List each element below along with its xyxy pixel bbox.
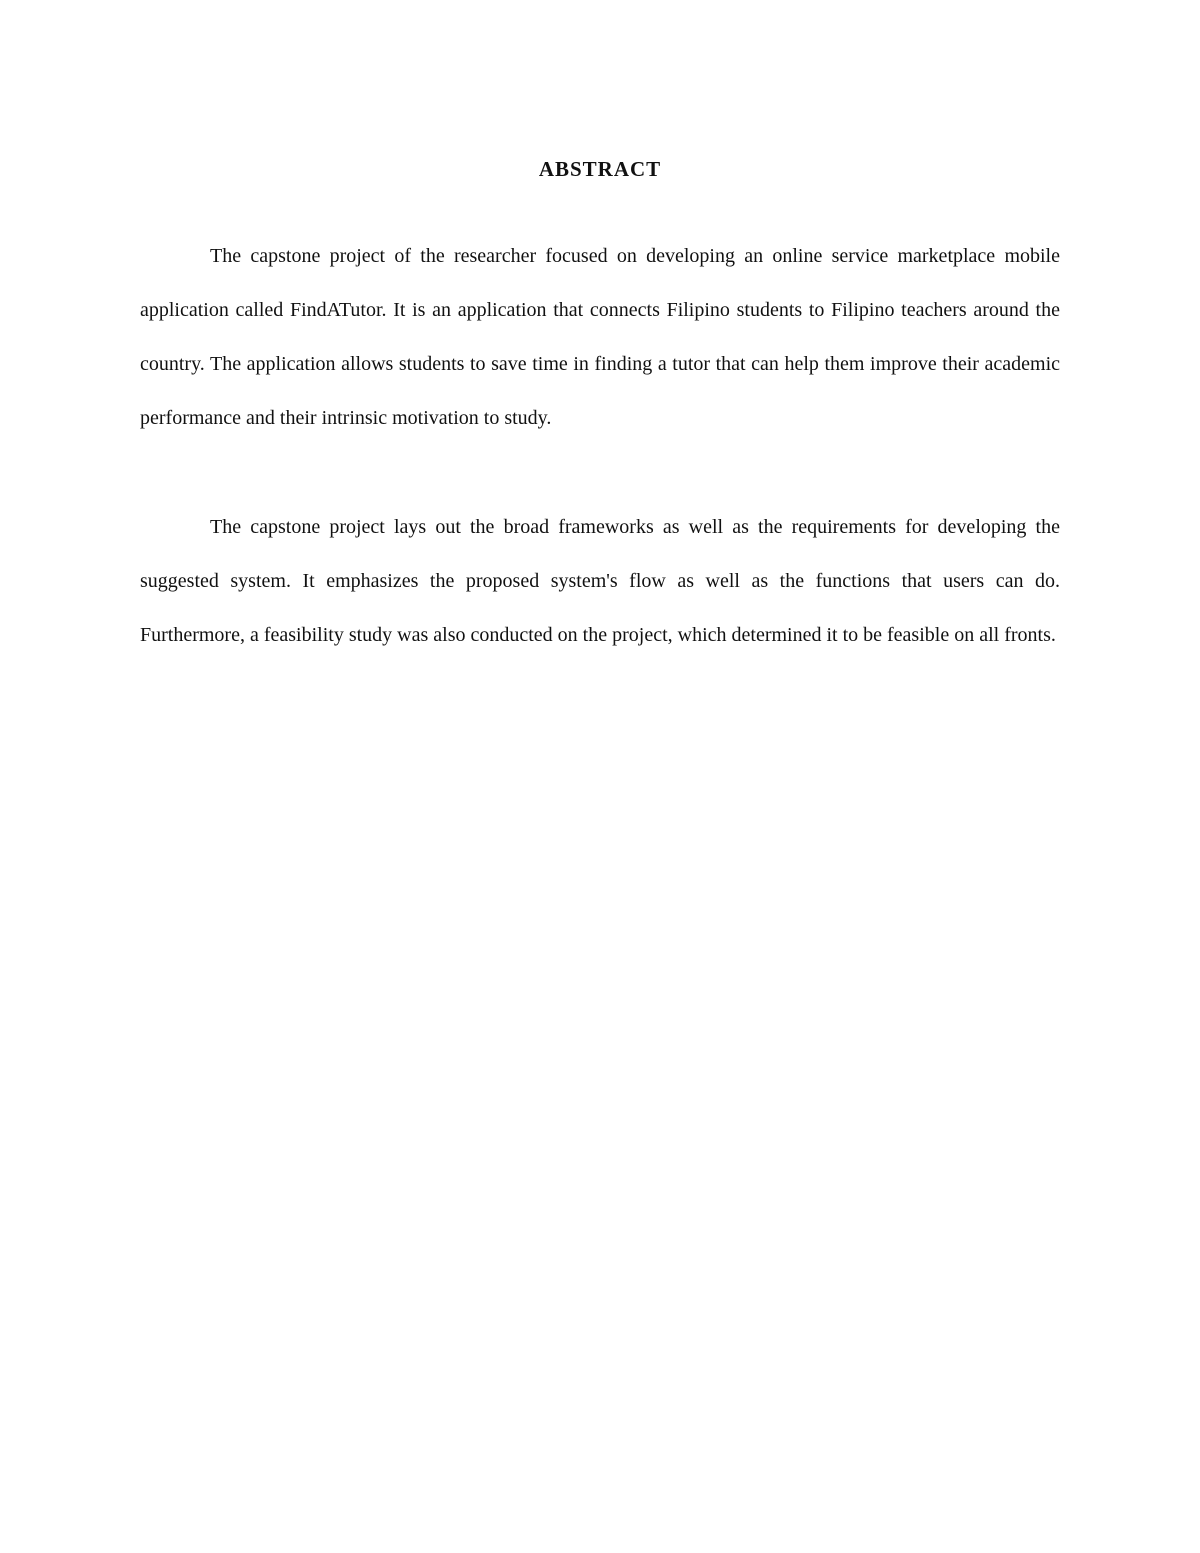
page-title: ABSTRACT: [538, 157, 662, 181]
abstract-paragraph-2: The capstone project lays out the broad frameworks as well as the requirements for developing the suggested system. It emphasizes the proposed system's flow as well as the functions that users can do. Furthermore, a feasibility study was also conducted on the project, which determined it to be feasible on all fronts.: [140, 516, 1060, 646]
abstract-paragraph-block-1: [140, 229, 1060, 445]
abstract-paragraph-1: The capstone project of the researcher focused on developing an online service marketplace mobile application called FindATutor. It is an application that connects Filipino students to Filipino teachers around the country. The application allows students to save time in finding a tutor that can help them improve their academic performance and their intrinsic motivation to study.: [140, 245, 1060, 429]
abstract-paragraph-block-2: [140, 500, 1060, 662]
